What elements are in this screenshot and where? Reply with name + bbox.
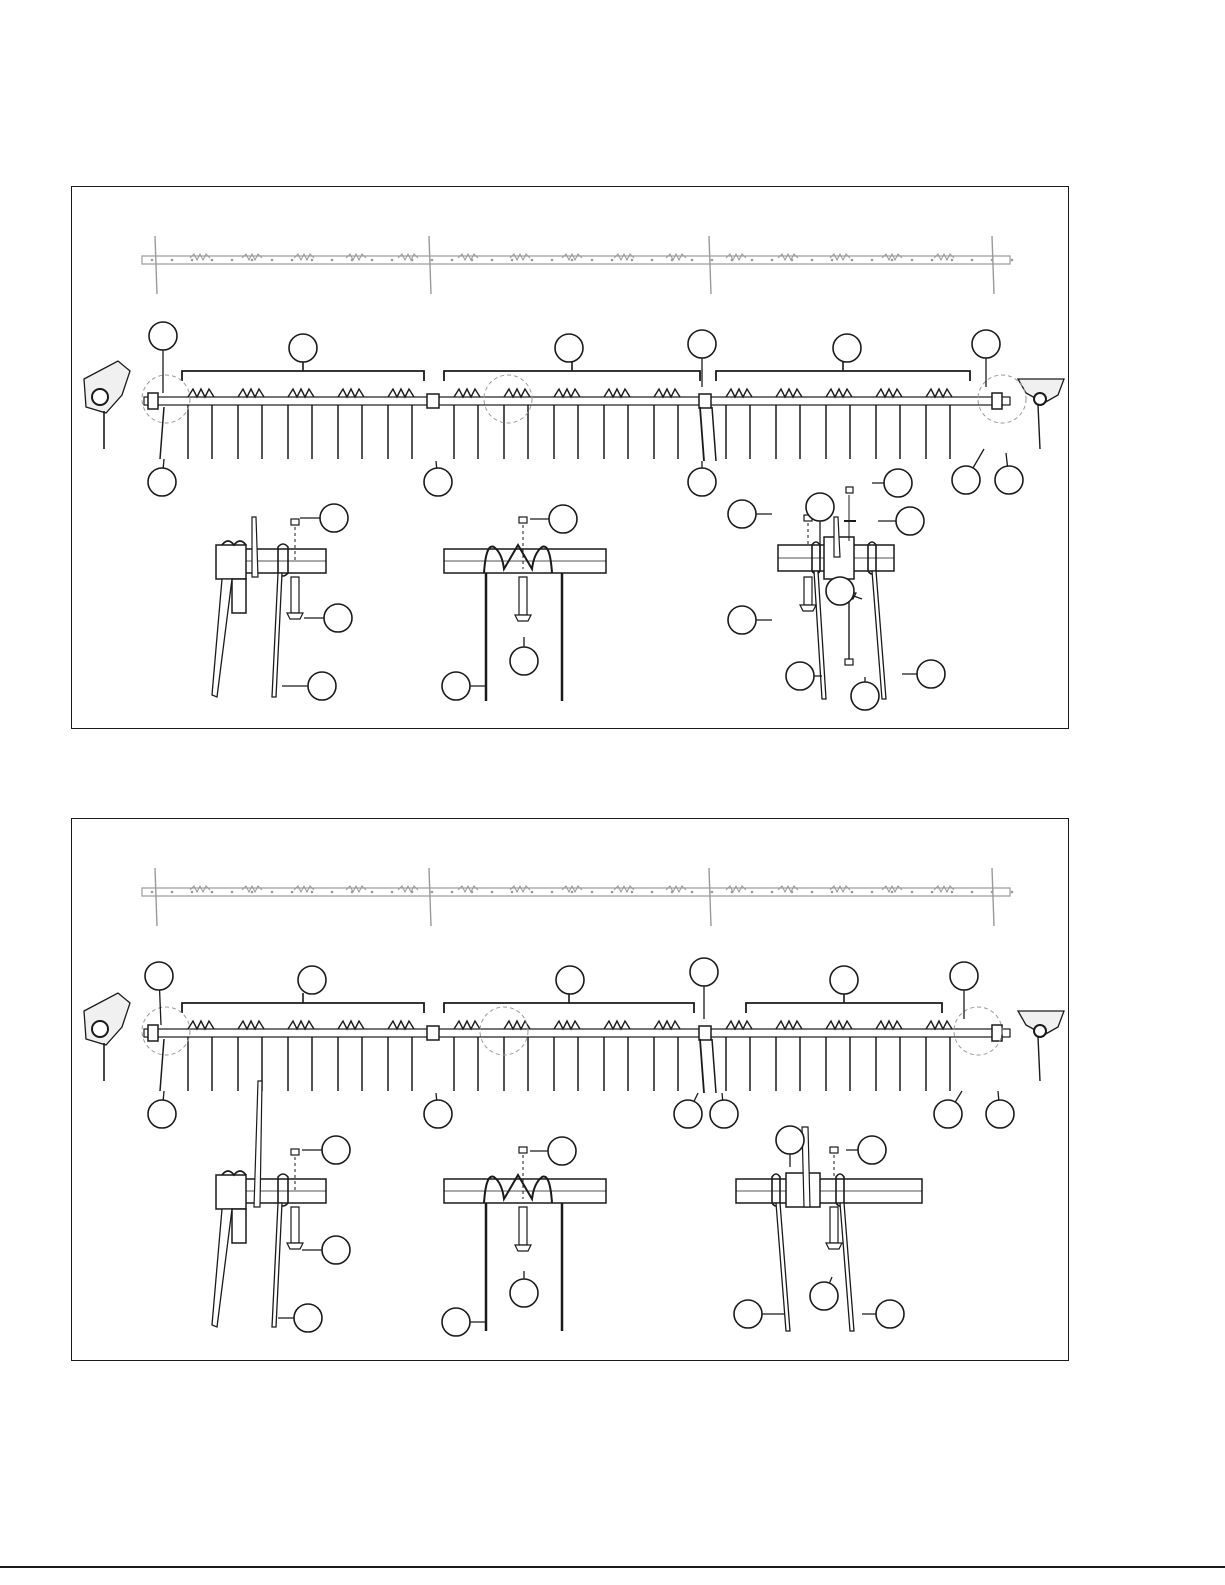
overview-hole: [571, 259, 574, 262]
overview-hole: [231, 259, 234, 262]
overview-hole: [691, 891, 694, 894]
coil-tine-group: [926, 1021, 952, 1029]
callout-bubble: [833, 334, 861, 362]
callout-bubble: [322, 1236, 350, 1264]
callout-bubble: [952, 466, 980, 494]
section-bracket: [182, 371, 424, 381]
coil-tine-group: [188, 389, 214, 397]
overview-hole: [551, 259, 554, 262]
callout-bubble: [734, 1300, 762, 1328]
overview-hole: [211, 259, 214, 262]
callout-bubble: [322, 1136, 350, 1164]
callout-bubble: [674, 1100, 702, 1128]
callout-bubble: [786, 662, 814, 690]
coil-tine-group: [288, 389, 314, 397]
overview-hole: [651, 891, 654, 894]
callout-bubble: [149, 322, 177, 350]
coil-tine-group: [554, 389, 580, 397]
coil-tine-group: [926, 389, 952, 397]
overview-hole: [711, 891, 714, 894]
coil-tine-group: [338, 1021, 364, 1029]
callout-bubble: [424, 1100, 452, 1128]
splice-tine: [712, 407, 716, 461]
callout-bubble: [950, 962, 978, 990]
overview-hole: [911, 259, 914, 262]
callout-bubble: [424, 468, 452, 496]
overview-hole: [171, 259, 174, 262]
overview-hole: [391, 891, 394, 894]
overview-hole: [271, 891, 274, 894]
left-mount-bracket: [84, 993, 130, 1045]
section-bracket: [716, 371, 970, 381]
overview-hole: [191, 891, 194, 894]
callout-bubble: [289, 334, 317, 362]
overview-hole: [371, 891, 374, 894]
splice-tine: [712, 1039, 716, 1093]
overview-divider: [155, 868, 157, 926]
coil-tine-group: [876, 389, 902, 397]
overview-hole: [811, 891, 814, 894]
coil-tine-group: [654, 389, 680, 397]
end-tine-detail: [212, 1081, 326, 1327]
overview-hole: [951, 891, 954, 894]
callout-bubble: [896, 507, 924, 535]
callout-bubble: [442, 672, 470, 700]
overview-hole: [331, 259, 334, 262]
coil-tine-group: [826, 1021, 852, 1029]
coil-tine-group: [654, 1021, 680, 1029]
callout-bubble: [148, 1100, 176, 1128]
coil-tine-group: [238, 389, 264, 397]
coil-tine-group: [454, 1021, 480, 1029]
overview-hole: [211, 891, 214, 894]
section-bracket: [444, 371, 700, 381]
splice-clamp: [699, 394, 711, 408]
end-tine: [160, 1039, 164, 1091]
callout-bubble: [549, 505, 577, 533]
diagram-panel-bottom: [71, 818, 1069, 1361]
overview-hole: [1011, 891, 1014, 894]
callout-bubble: [548, 1137, 576, 1165]
overview-hole: [591, 891, 594, 894]
tine-bar-assembly-diagram-bottom: [72, 819, 1070, 1362]
overview-hole: [611, 259, 614, 262]
callout-bubble: [294, 1304, 322, 1332]
callout-bubble: [776, 1126, 804, 1154]
tine-bar-assembly-diagram-top: [72, 187, 1070, 730]
overview-hole: [851, 259, 854, 262]
overview-hole: [911, 891, 914, 894]
coil-tine-group: [188, 1021, 214, 1029]
end-clamp-left: [148, 393, 158, 409]
coil-tine-group: [288, 1021, 314, 1029]
overview-hole: [491, 259, 494, 262]
main-bar-tube: [144, 1029, 1010, 1037]
end-tine-detail: [212, 517, 326, 697]
callout-bubble: [690, 958, 718, 986]
left-mount-hub: [92, 1021, 108, 1037]
overview-hole: [551, 891, 554, 894]
coil-tine-group: [726, 1021, 752, 1029]
end-tine: [160, 407, 164, 459]
callout-layer: [148, 322, 1023, 710]
overview-hole: [371, 259, 374, 262]
callout-bubble: [556, 966, 584, 994]
diagram-panel-top: [71, 186, 1069, 729]
splice-clamp: [427, 1026, 439, 1040]
overview-hole: [391, 259, 394, 262]
overview-hole: [751, 259, 754, 262]
overview-hole: [531, 259, 534, 262]
overview-hole: [451, 891, 454, 894]
coil-tine-group: [876, 1021, 902, 1029]
splice-clamp: [427, 394, 439, 408]
overview-hole: [631, 259, 634, 262]
callout-bubble: [884, 469, 912, 497]
overview-hole: [851, 891, 854, 894]
overview-hole: [171, 891, 174, 894]
overview-hole: [871, 891, 874, 894]
overview-divider: [992, 868, 994, 926]
callout-bubble: [917, 660, 945, 688]
overview-hole: [251, 891, 254, 894]
callout-bubble: [148, 468, 176, 496]
right-mount-hub: [1034, 1025, 1046, 1037]
overview-hole: [291, 891, 294, 894]
left-mount-bracket: [84, 361, 130, 413]
callout-bubble: [145, 962, 173, 990]
coil-tine-group: [238, 1021, 264, 1029]
coil-tine-group: [604, 389, 630, 397]
callout-bubble: [728, 606, 756, 634]
callout-bubble: [830, 966, 858, 994]
overview-hole: [931, 259, 934, 262]
callout-bubble: [298, 966, 326, 994]
overview-hole: [251, 259, 254, 262]
overview-hole: [1011, 259, 1014, 262]
overview-hole: [751, 891, 754, 894]
callout-bubble: [851, 682, 879, 710]
callout-bubble: [320, 504, 348, 532]
callout-bubble: [728, 500, 756, 528]
left-mount-hub: [92, 389, 108, 405]
overview-hole: [611, 891, 614, 894]
coil-tine-group: [776, 389, 802, 397]
coil-tine-group: [388, 1021, 414, 1029]
footer-rule: [0, 1566, 1225, 1568]
callout-bubble: [555, 334, 583, 362]
callout-bubble: [688, 330, 716, 358]
overview-hole: [831, 259, 834, 262]
main-bar: [84, 993, 1064, 1093]
callout-bubble: [934, 1100, 962, 1128]
coil-tine-group: [554, 1021, 580, 1029]
callout-bubble: [442, 1308, 470, 1336]
end-clamp-right: [992, 393, 1002, 409]
overview-hole: [311, 259, 314, 262]
overview-divider: [709, 868, 711, 926]
overview-hole: [871, 259, 874, 262]
overview-hole: [931, 891, 934, 894]
callout-bubble: [510, 647, 538, 675]
overview-hole: [831, 891, 834, 894]
overview-hole: [451, 259, 454, 262]
overview-hole: [631, 891, 634, 894]
overview-hole: [691, 259, 694, 262]
section-bracket: [746, 1003, 942, 1013]
callout-bubble: [324, 604, 352, 632]
coil-tine-group: [338, 389, 364, 397]
callout-bubble: [995, 466, 1023, 494]
overview-hole: [291, 259, 294, 262]
overview-hole: [951, 259, 954, 262]
callout-bubble: [308, 672, 336, 700]
callout-bubble: [806, 493, 834, 521]
coil-tine-group: [826, 389, 852, 397]
overview-divider: [992, 236, 994, 294]
overview-hole: [811, 259, 814, 262]
right-mount-tine: [1038, 1037, 1040, 1081]
coil-tine-group: [388, 389, 414, 397]
overview-hole: [711, 259, 714, 262]
end-clamp-left: [148, 1025, 158, 1041]
overview-hole: [771, 891, 774, 894]
callout-bubble: [810, 1282, 838, 1310]
coil-tine-group: [454, 389, 480, 397]
callout-bubble: [710, 1100, 738, 1128]
section-bracket: [444, 1003, 694, 1013]
overview-hole: [311, 891, 314, 894]
right-mount-tine: [1038, 405, 1040, 449]
overview-hole: [511, 891, 514, 894]
overview-hole: [971, 259, 974, 262]
overview-divider: [709, 236, 711, 294]
overview-divider: [429, 236, 431, 294]
section-bracket: [182, 1003, 424, 1013]
overview-hole: [571, 891, 574, 894]
callout-bubble: [688, 468, 716, 496]
overview-hole: [591, 259, 594, 262]
overview-hole: [511, 259, 514, 262]
right-mount-hub: [1034, 393, 1046, 405]
splice-clamp: [699, 1026, 711, 1040]
overview-hole: [431, 259, 434, 262]
callout-bubble: [876, 1300, 904, 1328]
overview-bar: [142, 868, 1013, 926]
overview-hole: [331, 891, 334, 894]
overview-bar: [142, 236, 1013, 294]
overview-hole: [271, 259, 274, 262]
overview-hole: [891, 891, 894, 894]
callout-bubble: [826, 577, 854, 605]
overview-divider: [429, 868, 431, 926]
overview-hole: [231, 891, 234, 894]
callout-bubble: [986, 1100, 1014, 1128]
overview-hole: [651, 259, 654, 262]
overview-hole: [531, 891, 534, 894]
overview-hole: [491, 891, 494, 894]
main-bar-tube: [144, 397, 1010, 405]
overview-divider: [155, 236, 157, 294]
coil-tine-group: [776, 1021, 802, 1029]
overview-hole: [431, 891, 434, 894]
overview-hole: [151, 259, 154, 262]
callout-bubble: [510, 1279, 538, 1307]
splice-tine: [700, 1039, 704, 1093]
callout-bubble: [972, 330, 1000, 358]
coil-tine-group: [504, 389, 530, 397]
overview-hole: [971, 891, 974, 894]
main-bar: [84, 361, 1064, 461]
splice-tine: [700, 407, 704, 461]
overview-hole: [891, 259, 894, 262]
overview-hole: [151, 891, 154, 894]
coil-tine-group: [604, 1021, 630, 1029]
callout-bubble: [858, 1136, 886, 1164]
overview-hole: [191, 259, 194, 262]
overview-hole: [771, 259, 774, 262]
coil-tine-group: [726, 389, 752, 397]
